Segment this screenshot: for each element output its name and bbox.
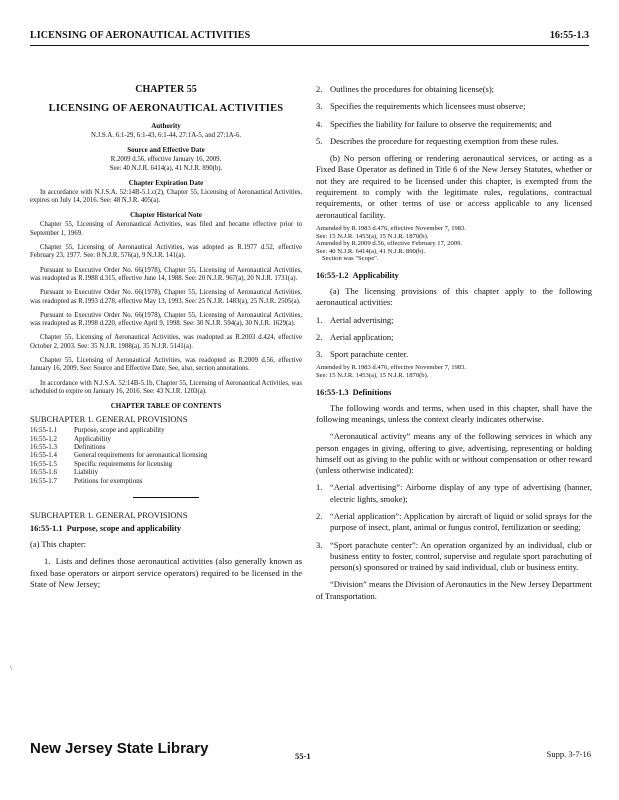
list-item-number: 3. (316, 349, 323, 360)
list-item-number: 1. (316, 314, 323, 325)
historical-note-paragraph: Pursuant to Executive Order No. 66(1978), Chapter 55, Licensing of Aeronautical Activities, was readopted as R.1988 d.315, effective June 14, 1988. See: 20 N.J.R. 967(a), 20 N.J.R. 1731(a). (30, 266, 302, 282)
history-line: Amended by R.2009 d.56, effective February 17, 2009. (316, 240, 463, 248)
source-see-line: See: 40 N.J.R. 6414(a), 41 N.J.R. 890(b). (109, 164, 223, 172)
list-item (316, 119, 592, 130)
toc-entry-number: 16:55-1.4 (30, 451, 58, 460)
expiration-heading: Chapter Expiration Date (128, 178, 204, 187)
list-item-number: 1. (316, 482, 323, 493)
section-number: 16:55-1.1 (30, 524, 63, 534)
list-item-text: “Aerial advertising”: Airborne display of any type of advertising (banner, electric lights, smoke); (330, 482, 592, 504)
historical-note-paragraph: Chapter 55, Licensing of Aeronautical Activities, was readopted as R.2009 d.56, effective January 16, 2009. See: Source and Effective Date. See, also, section annotations. (30, 357, 302, 373)
toc-subchapter: SUBCHAPTER 1. GENERAL PROVISIONS (30, 414, 188, 425)
list-item-text: Describes the procedure for requesting exemption from these rules. (330, 135, 559, 146)
list-item-number: 2. (316, 510, 323, 521)
history-line: See: 40 N.J.R. 6414(a), 41 N.J.R. 890(b). (316, 247, 426, 255)
list-item-text: Specifies the requirements which licensees must observe; (330, 101, 526, 112)
list-item (316, 349, 592, 360)
definitions-intro: The following words and terms, when used in this chapter, shall have the following meanings, unless the context clearly indicates otherwise. (316, 402, 592, 424)
list-item-text: “Sport parachute center”: An operation organized by an individual, club or business entity to foster, control, supervise and regulate sport parachuting of person(s) sponsored or trained by said individual, club or business entity. (330, 539, 592, 573)
section-number: 16:55-1.3 (316, 387, 349, 397)
toc-entry-number: 16:55-1.5 (30, 459, 58, 468)
toc-entry (30, 426, 302, 434)
header-rule (30, 45, 589, 46)
toc-entry-number: 16:55-1.7 (30, 476, 58, 485)
list-item (316, 511, 592, 534)
toc-entry-title: Purpose, scope and applicability (74, 426, 165, 435)
section-title: Applicability (352, 270, 399, 280)
history-line: See: 15 N.J.R. 1453(a), 15 N.J.R. 1870(b). (316, 372, 429, 380)
header-section-number: 16:55-1.3 (549, 30, 589, 41)
toc-entry-title: Applicability (74, 434, 111, 443)
source-line: R.2009 d.56, effective January 16, 2009. (110, 156, 222, 164)
page-number: 55-1 (295, 751, 311, 761)
library-stamp: New Jersey State Library (30, 740, 209, 757)
list-item (30, 556, 302, 590)
left-column (30, 84, 302, 590)
section-title: Definitions (352, 387, 392, 397)
list-item (316, 482, 592, 505)
expiration-text: In accordance with N.J.S.A. 52:14B-5.1.c(2), Chapter 55, Licensing of Aeronautical Activities, expires on July 14, 2016. See: 48 N.J.R. 405(a). (30, 188, 302, 205)
toc-entry (30, 468, 302, 476)
subchapter-heading: SUBCHAPTER 1. GENERAL PROVISIONS (30, 510, 188, 521)
section-heading (316, 388, 592, 397)
toc-entry-title: Definitions (74, 443, 106, 452)
historical-note-heading: Chapter Historical Note (130, 211, 202, 220)
toc-entry-title: Petitions for exemptions (74, 476, 143, 485)
toc-entry (30, 451, 302, 459)
history-line: Section was "Scope". (322, 255, 379, 263)
list-item (316, 315, 592, 326)
list-item-number: 3. (316, 539, 323, 550)
list-item-text: Aerial advertising; (330, 314, 394, 325)
toc-entry (30, 443, 302, 451)
list-item-text: Aerial application; (330, 331, 394, 342)
list-item-number: 2. (316, 84, 323, 94)
list-item (316, 332, 592, 343)
historical-note-paragraph: In accordance with N.J.S.A. 52:14B-5.1b, Chapter 55, Licensing of Aeronautical Activities, was scheduled to expire on January 16, 2016. See: 43 N.J.R. 1203(a). (30, 379, 302, 395)
subsection-a: (a) This chapter: (30, 539, 87, 550)
list-item-number: 3. (316, 101, 323, 112)
toc-entry (30, 460, 302, 468)
toc-entry-number: 16:55-1.1 (30, 426, 58, 435)
toc-entry-title: General requirements for aeronautical licensing (74, 451, 208, 460)
right-column (316, 84, 592, 602)
section-title: Purpose, scope and applicability (66, 524, 181, 534)
history-line: See: 15 N.J.R. 1453(a), 15 N.J.R. 1870(b). (316, 232, 429, 240)
list-item-number: 2. (316, 331, 323, 342)
section-divider (133, 497, 199, 498)
authority-heading: Authority (151, 122, 181, 130)
running-header (30, 30, 589, 46)
list-item-text: Sport parachute center. (330, 349, 409, 360)
list-item-number: 4. (316, 118, 323, 129)
list-item-text: “Aerial application”: Application by aircraft of liquid or solid sprays for the purpose of insect, plant, animal or fungus control, fertilization or seeding; (330, 510, 592, 533)
toc-entry-title: Specific requirements for licensing (74, 459, 173, 468)
list-item (316, 540, 592, 574)
section-number: 16:55-1.2 (316, 270, 349, 280)
definition-division: “Division” means the Division of Aeronautics in the New Jersey Department of Transportation. (316, 579, 592, 601)
historical-note-paragraph: Chapter 55, Licensing of Aeronautical Activities, was filed and became effective prior to September 1, 1969. (30, 221, 302, 237)
list-item-number: 1. (44, 556, 51, 567)
toc-entry-title: Liability (74, 468, 99, 477)
source-heading: Source and Effective Date (127, 146, 205, 155)
authority-text: N.J.S.A. 6:1-29, 6:1-43, 6:1-44, 27:1A-5, and 27:1A-6. (90, 132, 242, 139)
toc-entry-number: 16:55-1.6 (30, 468, 58, 477)
history-line: Amended by R.1983 d.476, effective November 7, 1983. (316, 224, 467, 232)
margin-mark: \ (10, 664, 12, 672)
toc-heading: CHAPTER TABLE OF CONTENTS (110, 402, 222, 411)
section-heading (30, 524, 302, 533)
list-item (316, 101, 592, 112)
chapter-number: CHAPTER 55 (135, 84, 197, 95)
toc-list (30, 426, 302, 485)
list-item (316, 136, 592, 147)
toc-entry (30, 435, 302, 443)
list-item-text: Specifies the liability for failure to observe the requirements; and (330, 118, 552, 129)
subsection-a: (a) The licensing provisions of this chapter apply to the following aeronautical activities: (316, 285, 592, 308)
subsection-b: (b) No person offering or rendering aeronautical services, or acting as a Fixed Base Operator as defined in Title 6 of the New Jersey Statutes, whether or not they are required to be licensed under this chapter, is exempted from the requirement to comply with the legitimate rules, regulations, contractual requirements, or other terms of use or access applicable to any licensed aeronautical facility. (316, 153, 592, 220)
historical-note-paragraph: Pursuant to Executive Order No. 66(1978), Chapter 55, Licensing of Aeronautical Activities, was readopted as R.1993 d.278, effective May 13, 1993. See: 25 N.J.R. 1483(a), 25 N.J.R. 2505(a). (30, 289, 302, 305)
header-title: LICENSING OF AERONAUTICAL ACTIVITIES (30, 30, 251, 41)
list-item-text: Lists and defines those aeronautical activities (also generally known as fixed base operators or airport service operators) required to be licensed in the State of New Jersey; (30, 556, 303, 589)
chapter-title: LICENSING OF AERONAUTICAL ACTIVITIES (48, 103, 284, 114)
toc-entry (30, 477, 302, 485)
section-heading (316, 271, 592, 280)
historical-note-paragraph: Pursuant to Executive Order No. 66(1978), Chapter 55, Licensing of Aeronautical Activities, was readopted as R.1998 d.220, effective April 9, 1998. See: 30 N.J.R. 594(a), 30 N.J.R. 1629(a). (30, 311, 302, 328)
toc-entry-number: 16:55-1.2 (30, 434, 58, 443)
supplement-date: Supp. 3-7-16 (546, 749, 591, 759)
amendment-history (316, 225, 592, 263)
list-item-text: Outlines the procedures for obtaining license(s); (330, 84, 495, 94)
historical-note-paragraph: Chapter 55, Licensing of Aeronautical Activities, was adopted as R.1977 d.52, effective February 23, 1977. See: 8 N.J.R. 576(a), 9 N.J.R. 141(a). (30, 244, 302, 260)
history-line: Amended by R.1983 d.476, effective November 7, 1983. (316, 364, 467, 372)
amendment-history (316, 364, 592, 379)
toc-entry-number: 16:55-1.3 (30, 443, 58, 452)
historical-note-paragraph: Chapter 55, Licensing of Aeronautical Activities, was readopted as R.2003 d.424, effective October 2, 2003. See: 35 N.J.R. 1988(a), 35 N.J.R. 5141(a). (30, 334, 302, 350)
list-item (316, 84, 592, 95)
list-item-number: 5. (316, 135, 323, 146)
definition-aeronautical-activity: “Aeronautical activity” means any of the following services in which any person engages in giving, offering to give, advertising, representing or holding himself out as giving to the public with or without compensation or other reward (unless otherwise indicated): (316, 431, 592, 476)
